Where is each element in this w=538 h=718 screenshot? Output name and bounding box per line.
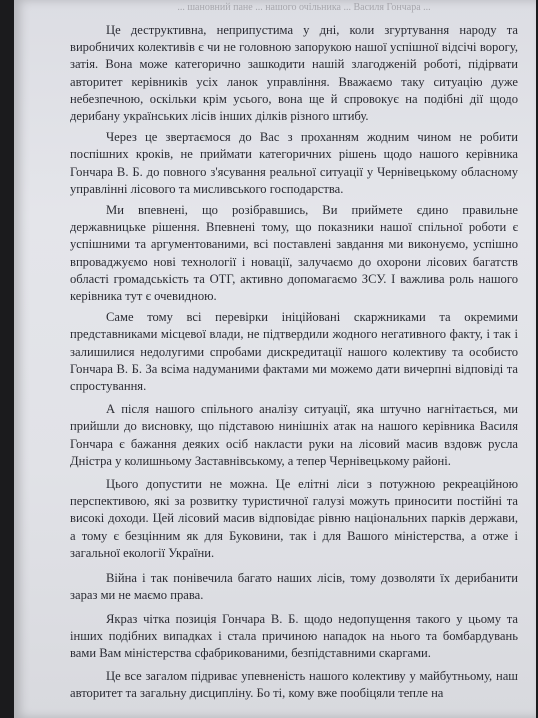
- paragraph-6: Цього допустити не можна. Це елітні ліси з потужною рекреаційною перспективою, які за розвитку туристичної галузі можуть приносити постійні та високі доходи. Цей лісовий масив відповідає рівню національних парків держави, а тому є безцінним як для Буковини, так і для Вашого міністерства, а отже і загальної екології України.: [70, 477, 518, 560]
- paragraph-8: Якраз чітка позиція Гончара В. Б. щодо недопущення такого у цьому та інших подібних випадках і стала причиною нападок на нього та бомбардувань вами Вам міністерства сфабрикованими, безпідставними скаргами.: [70, 611, 518, 660]
- paragraph-3: Ми впевнені, що розібравшись, Ви приймете єдино правильне державницьке рішення. Впевнені тому, що показники нашої спільної роботи є успішними та аргументованими, всі поставлені завдання ми виконуємо, успішно впроваджуємо нові технології і новації, залучаємо до охорони лісових багатств області громадськість та ОТГ, активно допомагаємо ЗСУ. І важлива роль нашого керівника тут є очевидною.: [70, 203, 518, 304]
- paragraph-2: Через це звертаємося до Вас з проханням жодним чином не робити поспішних кроків, не приймати категоричних рішень щодо нашого керівника Гончара В. Б. до повного з'ясування реальної ситуації у Чернівецькому обласному управлінні лісового та мисливського господарства.: [70, 130, 518, 196]
- faded-header-text: ... шановний пане ... нашого очільника ... Василя Гончара ...: [177, 2, 431, 13]
- paragraph-4: Саме тому всі перевірки ініційовані скаржниками та окремими представниками місцевої влади, не підтвердили жодного негативного факту, і так і залишилися недолугими спробами дискредитації нашого колективу та особисто Гончара В. Б. За всіма надуманими фактами ми можемо дати вичерпні відповіді та спростування.: [70, 310, 518, 394]
- letter-body: [70, 22, 518, 707]
- paragraph-9: Це все загалом підриває упевненість нашого колективу у майбутньому, наш авторитет та загальну дисципліну. Бо ті, кому вже пообіцяли тепле на: [70, 669, 518, 701]
- paragraph-7: Війна і так понівечила багато наших лісів, тому дозволяти їх дерибанити зараз ми не маємо права.: [70, 571, 518, 603]
- document-page: [14, 0, 536, 718]
- paragraph-1: Це деструктивна, неприпустима у дні, коли згуртування народу та виробничих колективів є чи не головною запорукою нашої успішної відсічі ворогу, затія. Вона може категорично зашкодити нашій злагодженій роботі, підірвати авторитет керівників усіх ланок управління. Вважаємо таку ситуацію дуже небезпечною, оскільки крім усього, вона ще й спровокує на подібні дії щодо дерибану українських лісів інших ділків різного штибу.: [70, 23, 518, 124]
- paragraph-5: А після нашого спільного аналізу ситуації, яка штучно нагнітається, ми прийшли до висновку, що підставою нинішніх атак на нашого керівника Василя Гончара є бажання деяких осіб накласти руки на лісовий масив вздовж русла Дністра у колишньому Заставнівському, а тепер Чернівецькому районі.: [70, 402, 518, 468]
